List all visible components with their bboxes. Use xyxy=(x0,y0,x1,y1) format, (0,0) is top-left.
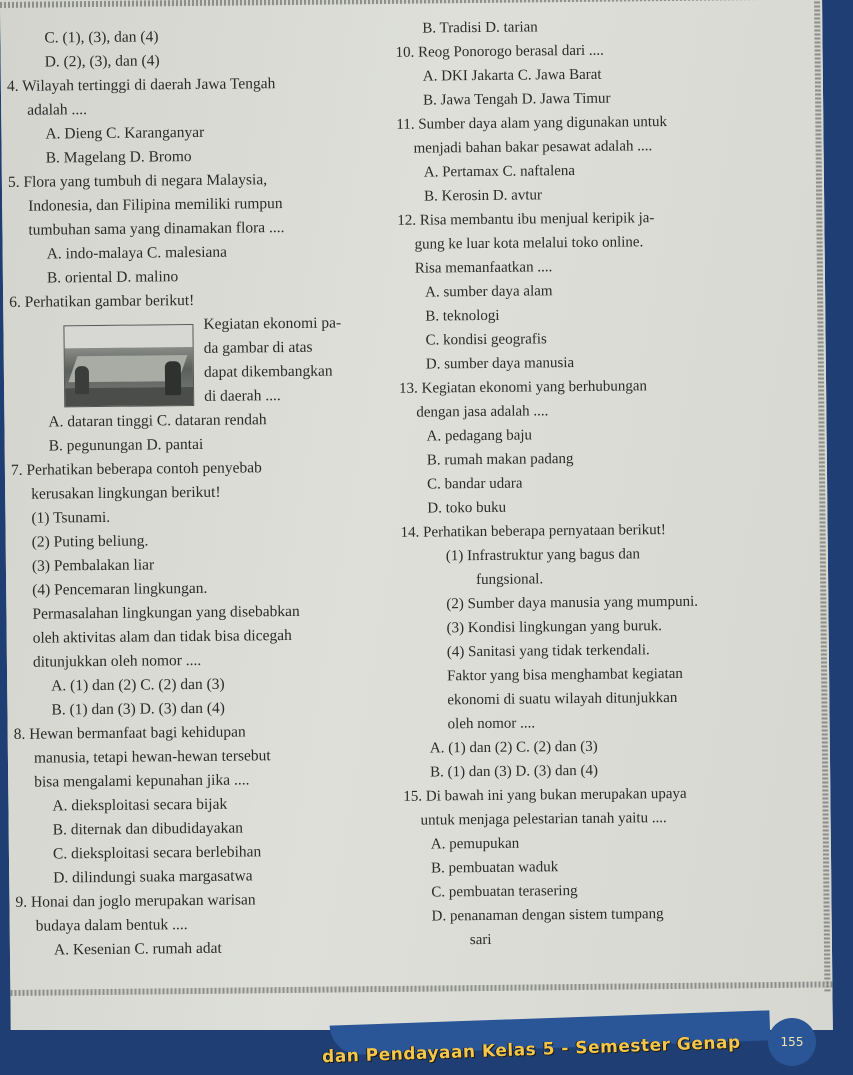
q14-question: 14. Perhatikan beberapa pernyataan berikut! xyxy=(400,522,666,541)
q10-question: 10. Reog Ponorogo berasal dari .... xyxy=(395,42,604,61)
q13-question: 13. Kegiatan ekonomi yang berhubungan xyxy=(399,378,648,397)
q8-option-c: C. dieksploitasi secara berlebihan xyxy=(52,843,262,863)
decorative-border-right xyxy=(814,0,830,991)
q7-item-2: (2) Puting beliung. xyxy=(31,532,149,551)
q6-options-bd: B. pegunungan D. pantai xyxy=(48,435,204,455)
q6-text-3: dapat dikembangkan xyxy=(203,362,333,381)
q5-question-cont: Indonesia, dan Filipina memiliki rumpun xyxy=(28,195,283,215)
q13-option-c: C. bandar udara xyxy=(427,475,523,493)
q7-prompt-cont2: ditunjukkan oleh nomor .... xyxy=(32,651,202,671)
q13-option-a: A. pedagang baju xyxy=(426,427,533,445)
q15-option-b: B. pembuatan waduk xyxy=(431,859,559,877)
q14-prompt-cont: ekonomi di suatu wilayah ditunjukkan xyxy=(447,689,678,709)
q6-text-2: da gambar di atas xyxy=(203,338,313,357)
q14-prompt-cont2: oleh nomor .... xyxy=(447,715,536,733)
q9-question: 9. Honai dan joglo merupakan warisan xyxy=(15,891,256,911)
q12-question: 12. Risa membantu ibu menjual keripik ja- xyxy=(397,210,655,229)
q12-option-c: C. kondisi geografis xyxy=(425,331,547,349)
q12-question-cont2: Risa memanfaatkan .... xyxy=(414,259,553,277)
q4-question: 4. Wilayah tertinggi di daerah Jawa Tengah xyxy=(6,75,276,95)
q12-option-b: B. teknologi xyxy=(425,307,500,325)
q14-item-3: (3) Kondisi lingkungan yang buruk. xyxy=(446,618,663,637)
q13-question-cont: dengan jasa adalah .... xyxy=(416,403,549,421)
q9-question-cont: budaya dalam bentuk .... xyxy=(35,916,188,935)
q5-question-cont2: tumbuhan sama yang dinamakan flora .... xyxy=(28,219,285,239)
q14-item-2: (2) Sumber daya manusia yang mumpuni. xyxy=(446,593,699,613)
q10-options-bd: B. Jawa Tengah D. Jawa Timur xyxy=(422,90,611,109)
q6-text-4: di daerah .... xyxy=(204,387,281,405)
decorative-border-top xyxy=(0,0,822,8)
page-number: 155 xyxy=(768,1018,816,1066)
q7-options-bd: B. (1) dan (3) D. (3) dan (4) xyxy=(51,699,225,719)
q14-options-ac: A. (1) dan (2) C. (2) dan (3) xyxy=(429,738,598,757)
q4-options-bd: B. Magelang D. Bromo xyxy=(45,148,192,167)
q11-options-ac: A. Pertamax C. naftalena xyxy=(423,162,576,181)
q3-option-c: C. (1), (3), dan (4) xyxy=(44,28,159,47)
q15-question-cont: untuk menjaga pelestarian tanah yaitu .... xyxy=(420,810,667,829)
q15-question: 15. Di bawah ini yang bukan merupakan upaya xyxy=(403,785,687,805)
q12-option-d: D. sumber daya manusia xyxy=(425,355,575,373)
q4-options-ac: A. Dieng C. Karanganyar xyxy=(45,123,205,143)
q12-option-a: A. sumber daya alam xyxy=(425,283,553,301)
q14-options-bd: B. (1) dan (3) D. (3) dan (4) xyxy=(430,762,599,781)
q8-option-b: B. diternak dan dibudidayakan xyxy=(52,819,244,839)
q9-options-bd: B. Tradisi D. tarian xyxy=(422,19,538,37)
q4-question-cont: adalah .... xyxy=(27,101,88,119)
footer-title: dan Pendayaan Kelas 5 - Semester Genap xyxy=(321,1032,741,1068)
q15-option-d: D. penanaman dengan sistem tumpang xyxy=(431,906,664,925)
q6-text-1: Kegiatan ekonomi pa- xyxy=(203,314,342,333)
q10-options-ac: A. DKI Jakarta C. Jawa Barat xyxy=(422,66,602,85)
q7-item-3: (3) Pembalakan liar xyxy=(31,556,155,575)
q9-options-ac: A. Kesenian C. rumah adat xyxy=(53,939,222,959)
q7-question-cont: kerusakan lingkungan berikut! xyxy=(31,483,221,503)
q14-item-1-cont: fungsional. xyxy=(476,571,544,589)
q8-question-cont2: bisa mengalami kepunahan jika .... xyxy=(34,771,250,791)
q5-question: 5. Flora yang tumbuh di negara Malaysia, xyxy=(7,171,268,191)
q15-option-a: A. pemupukan xyxy=(430,835,520,853)
q15-option-c: C. pembuatan terasering xyxy=(431,883,578,901)
q12-question-cont: gung ke luar kota melalui toko online. xyxy=(414,234,644,253)
q14-item-4: (4) Sanitasi yang tidak terkendali. xyxy=(446,642,650,661)
market-photo xyxy=(63,324,194,407)
q3-option-d: D. (2), (3), dan (4) xyxy=(44,52,160,71)
q8-question: 8. Hewan bermanfaat bagi kehidupan xyxy=(13,723,246,743)
q8-option-a: A. dieksploitasi secara bijak xyxy=(52,795,228,815)
q13-option-d: D. toko buku xyxy=(427,499,507,517)
q7-options-ac: A. (1) dan (2) C. (2) dan (3) xyxy=(51,675,225,695)
q13-option-b: B. rumah makan padang xyxy=(426,451,574,469)
q6-question: 6. Perhatikan gambar berikut! xyxy=(9,291,195,311)
q11-options-bd: B. Kerosin D. avtur xyxy=(423,187,543,205)
q8-option-d: D. dilindungi suaka margasatwa xyxy=(53,867,253,887)
q11-question: 11. Sumber daya alam yang digunakan untuk xyxy=(396,114,668,133)
q14-item-1: (1) Infrastruktur yang bagus dan xyxy=(445,546,641,565)
q8-question-cont: manusia, tetapi hewan-hewan tersebut xyxy=(33,747,271,767)
decorative-border-bottom xyxy=(10,981,832,996)
q7-question: 7. Perhatikan beberapa contoh penyebab xyxy=(10,459,262,479)
q5-options-ac: A. indo-malaya C. malesiana xyxy=(46,243,228,263)
q7-item-4: (4) Pencemaran lingkungan. xyxy=(32,579,208,599)
q7-prompt-cont: oleh aktivitas alam dan tidak bisa dicegah xyxy=(32,626,292,647)
q15-option-d-cont: sari xyxy=(469,931,492,949)
q5-options-bd: B. oriental D. malino xyxy=(46,268,179,287)
q14-prompt: Faktor yang bisa menghambat kegiatan xyxy=(447,665,683,685)
q6-options-ac: A. dataran tinggi C. dataran rendah xyxy=(48,411,267,431)
q7-prompt: Permasalahan lingkungan yang disebabkan xyxy=(32,602,300,623)
q11-question-cont: menjadi bahan bakar pesawat adalah .... xyxy=(413,138,653,157)
q7-item-1: (1) Tsunami. xyxy=(31,508,111,527)
